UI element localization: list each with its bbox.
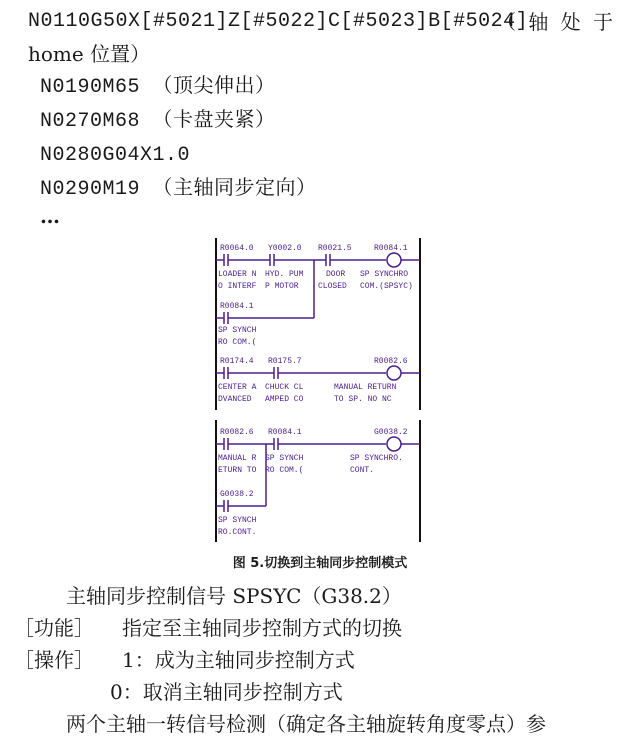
ladder-diagram-bottom [214, 420, 424, 542]
svg-text:TO SP. NO NC: TO SP. NO NC [334, 395, 392, 404]
svg-text:COM.(SPSYC): COM.(SPSYC) [360, 282, 413, 291]
svg-text:R0084.1: R0084.1 [374, 244, 408, 253]
rung-2 [216, 357, 420, 404]
svg-text:ETURN TO: ETURN TO [218, 466, 257, 475]
operation-label: ［操作］ [14, 648, 94, 672]
svg-text:DOOR: DOOR [326, 270, 346, 279]
coil-r0082-6 [387, 366, 401, 380]
svg-text:P MOTOR: P MOTOR [265, 282, 299, 291]
svg-text:O INTERF: O INTERF [218, 282, 257, 291]
operation-0-text: 0：取消主轴同步控制方式 [110, 680, 343, 704]
svg-text:MANUAL RETURN: MANUAL RETURN [334, 383, 397, 392]
svg-text:RO.CONT.: RO.CONT. [218, 528, 257, 537]
svg-text:G0038.2: G0038.2 [374, 428, 408, 437]
svg-text:R0084.1: R0084.1 [268, 428, 302, 437]
coil-g0038-2 [387, 437, 401, 451]
svg-text:SP SYNCH: SP SYNCH [218, 326, 257, 335]
rung-1 [216, 244, 420, 291]
svg-text:DVANCED: DVANCED [218, 395, 252, 404]
signal-title: 主轴同步控制信号 SPSYC（G38.2） [66, 584, 402, 608]
code-line-m68: N0270M68 （卡盘夹紧） [40, 110, 276, 133]
svg-text:LOADER N: LOADER N [218, 270, 257, 279]
code-line-g50-comment: （ 轴 处 于 [496, 10, 617, 34]
svg-text:Y0002.0: Y0002.0 [268, 244, 302, 253]
code-line-g50: N0110G50X[#5021]Z[#5022]C[#5023]B[#5024] [28, 10, 529, 33]
svg-text:CLOSED: CLOSED [318, 282, 347, 291]
svg-text:R0021.5: R0021.5 [318, 244, 352, 253]
svg-text:SP SYNCHRO: SP SYNCHRO [360, 270, 409, 279]
svg-text:G0038.2: G0038.2 [220, 490, 254, 499]
svg-text:R0174.4: R0174.4 [220, 357, 254, 366]
rung-3 [216, 428, 420, 475]
svg-text:MANUAL R: MANUAL R [218, 454, 257, 463]
svg-text:CHUCK CL: CHUCK CL [265, 383, 304, 392]
svg-text:R0084.1: R0084.1 [220, 302, 254, 311]
coil-r0084-1 [387, 253, 401, 267]
code-line-home: home 位置） [28, 42, 151, 66]
svg-text:SP SYNCH: SP SYNCH [218, 516, 257, 525]
code-line-m65: N0190M65 （顶尖伸出） [40, 76, 276, 99]
detection-text: 两个主轴一转信号检测（确定各主轴旋转角度零点）参 [66, 712, 546, 736]
code-line-m19: N0290M19 （主轴同步定向） [40, 178, 317, 201]
function-text: 指定至主轴同步控制方式的切换 [122, 616, 402, 640]
contact-addr: R0064.0 [220, 244, 254, 253]
svg-text:R0175.7: R0175.7 [268, 357, 302, 366]
svg-text:SP SYNCHRO.: SP SYNCHRO. [350, 454, 403, 463]
svg-text:RO COM.(: RO COM.( [265, 466, 304, 475]
svg-text:CONT.: CONT. [350, 466, 375, 475]
svg-text:RO COM.(: RO COM.( [218, 338, 257, 347]
operation-1-text: 1：成为主轴同步控制方式 [122, 648, 355, 672]
ladder-diagram-top [214, 238, 424, 410]
figure-caption: 图 5.切换到主轴同步控制模式 [232, 556, 408, 571]
svg-text:SP SYNCH: SP SYNCH [265, 454, 304, 463]
function-label: ［功能］ [14, 616, 94, 640]
code-line-g04: N0280G04X1.0 [40, 144, 191, 167]
code-ellipsis: … [40, 204, 60, 228]
svg-text:R0082.6: R0082.6 [374, 357, 408, 366]
svg-text:CENTER A: CENTER A [218, 383, 257, 392]
svg-text:R0082.6: R0082.6 [220, 428, 254, 437]
svg-text:AMPED CO: AMPED CO [265, 395, 304, 404]
svg-text:HYD. PUM: HYD. PUM [265, 270, 304, 279]
